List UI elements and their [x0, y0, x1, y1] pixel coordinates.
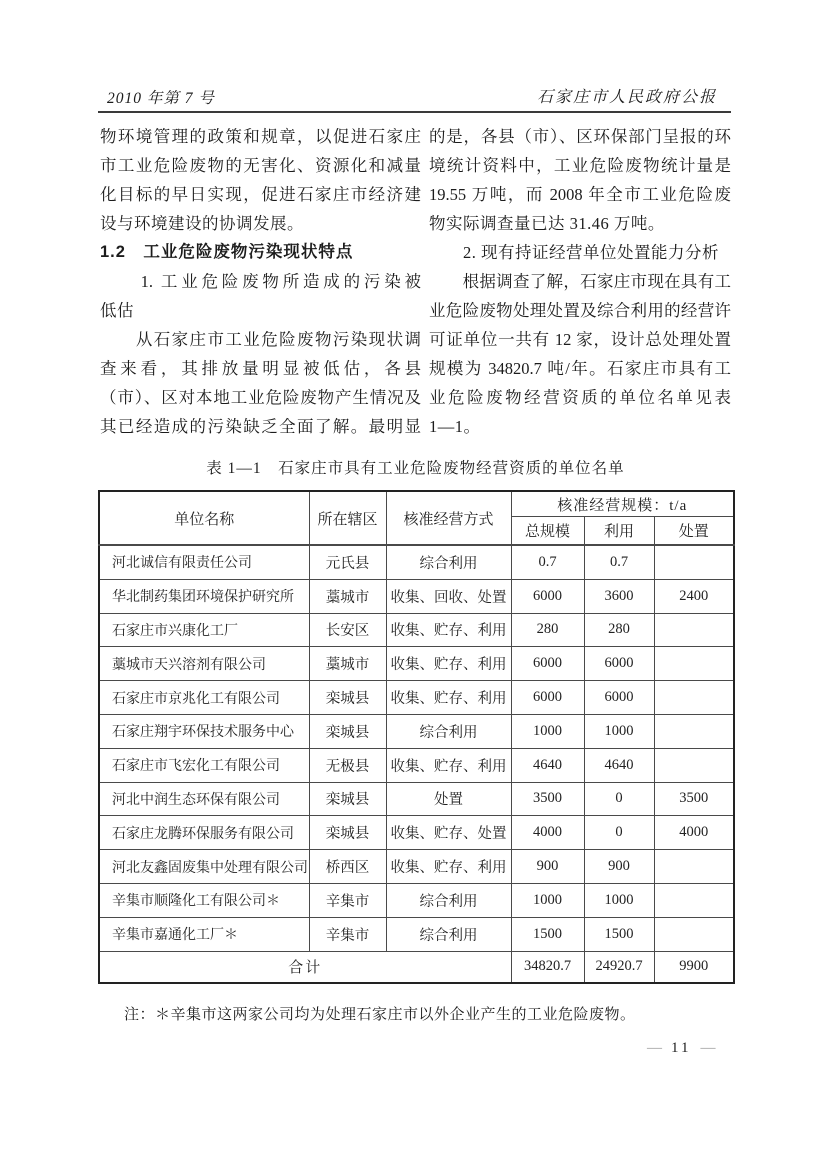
- body-line: 根据调查了解，石家庄市现在具有工: [429, 272, 731, 291]
- total-disposal-value: 9900: [654, 951, 734, 983]
- total-scale-value: 34820.7: [511, 951, 584, 983]
- mode-cell: 收集、贮存、利用: [386, 850, 511, 884]
- header-cell-mode: 核准经营方式: [386, 491, 511, 545]
- utilization-cell: 0: [584, 816, 654, 850]
- total-scale-cell: 1500: [511, 917, 584, 951]
- total-scale-cell: 6000: [511, 579, 584, 613]
- total-scale-cell: 280: [511, 613, 584, 647]
- disposal-cell: [654, 714, 734, 748]
- utilization-cell: 280: [584, 613, 654, 647]
- unit-name-cell: 辛集市顺隆化工有限公司＊: [99, 883, 309, 917]
- district-cell: 辛集市: [309, 917, 386, 951]
- table-row: [99, 545, 734, 579]
- utilization-cell: 0.7: [584, 545, 654, 579]
- mode-cell: 综合利用: [386, 917, 511, 951]
- total-scale-cell: 1000: [511, 883, 584, 917]
- district-cell: 藁城市: [309, 579, 386, 613]
- total-scale-cell: 6000: [511, 681, 584, 715]
- district-cell: 栾城县: [309, 816, 386, 850]
- table-row: [99, 681, 734, 715]
- body-line: 物实际调查量已达 31.46 万吨。: [429, 214, 665, 233]
- page-number-dash: —: [647, 1040, 662, 1056]
- total-scale-cell: 6000: [511, 647, 584, 681]
- disposal-cell: 4000: [654, 816, 734, 850]
- body-line: 2. 现有持证经营单位处置能力分析: [429, 243, 719, 262]
- utilization-cell: 1000: [584, 714, 654, 748]
- body-line: 市工业危险废物的无害化、资源化和减量: [100, 156, 421, 175]
- utilization-cell: 900: [584, 850, 654, 884]
- header-rule: [98, 111, 731, 113]
- table-row: [99, 883, 734, 917]
- table-title: 表 1—1 石家庄市具有工业危险废物经营资质的单位名单: [206, 460, 625, 477]
- table-row: [99, 647, 734, 681]
- utilization-cell: 1500: [584, 917, 654, 951]
- disposal-cell: [654, 647, 734, 681]
- unit-name-cell: 河北中润生态环保有限公司: [99, 782, 309, 816]
- unit-name-cell: 河北诚信有限责任公司: [99, 545, 309, 579]
- table-row: [99, 917, 734, 951]
- unit-name-cell: 石家庄龙腾环保服务有限公司: [99, 816, 309, 850]
- mode-cell: 处置: [386, 782, 511, 816]
- section-heading: 1.2 工业危险废物污染现状特点: [100, 243, 354, 261]
- header-cell-total-scale: 总规模: [511, 517, 584, 545]
- unit-name-cell: 辛集市嘉通化工厂＊: [99, 917, 309, 951]
- district-cell: 藁城市: [309, 647, 386, 681]
- utilization-cell: 1000: [584, 883, 654, 917]
- table-row: [99, 782, 734, 816]
- unit-name-cell: 石家庄翔宇环保技术服务中心: [99, 714, 309, 748]
- table-footnote: 注：＊辛集市这两家公司均为处理石家庄市以外企业产生的工业危险废物。: [124, 1007, 636, 1023]
- mode-cell: 收集、贮存、利用: [386, 681, 511, 715]
- body-line: 的是，各县（市）、区环保部门呈报的环: [429, 127, 731, 146]
- body-right-column: [429, 122, 731, 441]
- body-line: 19.55 万吨，而 2008 年全市工业危险废: [429, 185, 731, 204]
- table-row: [99, 714, 734, 748]
- total-label: 合计: [99, 951, 511, 983]
- district-cell: 长安区: [309, 613, 386, 647]
- body-left-column: [100, 122, 421, 441]
- journal-title: 石家庄市人民政府公报: [536, 89, 717, 106]
- header-cell-unit-name: 单位名称: [99, 491, 309, 545]
- table-row: [99, 816, 734, 850]
- district-cell: 栾城县: [309, 782, 386, 816]
- body-line: 物环境管理的政策和规章，以促进石家庄: [100, 127, 421, 146]
- page-number-dash: —: [700, 1040, 716, 1056]
- table-total-row: [99, 951, 734, 983]
- disposal-cell: [654, 545, 734, 579]
- disposal-cell: [654, 748, 734, 782]
- mode-cell: 综合利用: [386, 545, 511, 579]
- disposal-cell: 3500: [654, 782, 734, 816]
- table-row: [99, 579, 734, 613]
- body-line: 查来看，其排放量明显被低估，各县: [100, 359, 421, 378]
- body-line: 1—1。: [429, 417, 481, 436]
- disposal-cell: [654, 681, 734, 715]
- disposal-cell: 2400: [654, 579, 734, 613]
- mode-cell: 收集、贮存、利用: [386, 748, 511, 782]
- disposal-cell: [654, 917, 734, 951]
- district-cell: 无极县: [309, 748, 386, 782]
- issue-number: 2010 年第 7 号: [107, 90, 215, 107]
- body-line: （市）、区对本地工业危险废物产生情况及: [100, 388, 421, 407]
- header-cell-scale-group: 核准经营规模：t/a: [511, 491, 734, 517]
- mode-cell: 收集、贮存、利用: [386, 647, 511, 681]
- table-row: [99, 748, 734, 782]
- unit-name-cell: 石家庄市飞宏化工有限公司: [99, 748, 309, 782]
- table-body: [99, 545, 734, 951]
- district-cell: 桥西区: [309, 850, 386, 884]
- body-line: 设与环境建设的协调发展。: [100, 214, 304, 233]
- body-line: 其已经造成的污染缺乏全面了解。最明显: [100, 417, 421, 436]
- unit-name-cell: 藁城市天兴溶剂有限公司: [99, 647, 309, 681]
- body-line: 1. 工业危险废物所造成的污染被: [100, 272, 421, 291]
- mode-cell: 收集、贮存、利用: [386, 613, 511, 647]
- unit-name-cell: 石家庄市兴康化工厂: [99, 613, 309, 647]
- total-scale-cell: 1000: [511, 714, 584, 748]
- body-line: 可证单位一共有 12 家，设计总处理处置: [429, 330, 731, 349]
- total-scale-cell: 0.7: [511, 545, 584, 579]
- unit-name-cell: 华北制药集团环境保护研究所: [99, 579, 309, 613]
- body-line: 低估: [100, 301, 134, 320]
- body-line: 化目标的早日实现，促进石家庄市经济建: [100, 185, 421, 204]
- mode-cell: 综合利用: [386, 883, 511, 917]
- body-line: 从石家庄市工业危险废物污染现状调: [100, 330, 421, 349]
- total-scale-cell: 900: [511, 850, 584, 884]
- mode-cell: 收集、回收、处置: [386, 579, 511, 613]
- disposal-cell: [654, 613, 734, 647]
- district-cell: 元氏县: [309, 545, 386, 579]
- total-scale-cell: 4640: [511, 748, 584, 782]
- utilization-cell: 6000: [584, 647, 654, 681]
- table-row: [99, 850, 734, 884]
- total-scale-cell: 4000: [511, 816, 584, 850]
- body-line: 境统计资料中，工业危险废物统计量是: [429, 156, 731, 175]
- unit-name-cell: 河北友鑫固废集中处理有限公司: [99, 850, 309, 884]
- page-number-value: 11: [671, 1040, 692, 1056]
- header-cell-utilization: 利用: [584, 517, 654, 545]
- body-line: 业危险废物经营资质的单位名单见表: [429, 388, 731, 407]
- mode-cell: 综合利用: [386, 714, 511, 748]
- body-line: 规模为 34820.7 吨/年。石家庄市具有工: [429, 359, 731, 378]
- mode-cell: 收集、贮存、处置: [386, 816, 511, 850]
- district-cell: 栾城县: [309, 681, 386, 715]
- table-row: [99, 613, 734, 647]
- unit-name-cell: 石家庄市京兆化工有限公司: [99, 681, 309, 715]
- district-cell: 辛集市: [309, 883, 386, 917]
- utilization-cell: 0: [584, 782, 654, 816]
- header-cell-disposal: 处置: [654, 517, 734, 545]
- table-header: [99, 491, 734, 545]
- utilization-cell: 3600: [584, 579, 654, 613]
- body-line: 业危险废物处理处置及综合利用的经营许: [429, 301, 731, 320]
- disposal-cell: [654, 883, 734, 917]
- total-scale-cell: 3500: [511, 782, 584, 816]
- utilization-cell: 6000: [584, 681, 654, 715]
- page-number: [638, 1040, 724, 1057]
- district-cell: 栾城县: [309, 714, 386, 748]
- utilization-cell: 4640: [584, 748, 654, 782]
- disposal-cell: [654, 850, 734, 884]
- header-cell-district: 所在辖区: [309, 491, 386, 545]
- units-table: [98, 490, 735, 984]
- total-utilization-value: 24920.7: [584, 951, 654, 983]
